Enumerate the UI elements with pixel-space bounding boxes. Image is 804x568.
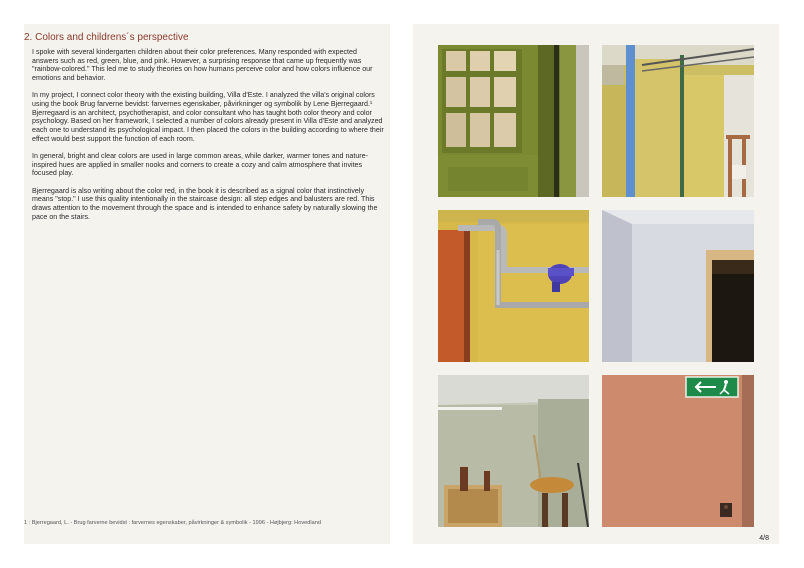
photo-chairs-room (438, 375, 589, 527)
footnote: 1 : Bjerregaard, L. - Brug farverne bevidst : farvernes egenskaber, påvirkninger & symbolik - 1996 - Højbjerg: Hovedland (24, 520, 321, 526)
photo-green-door (438, 45, 589, 197)
paragraph-2: In my project, I connect color theory with the existing building, Villa d'Este. I analyzed the villa's original colors using the book Brug farverne bevidst: farvernes egenskaber, påvirkninger og symbolik by Lene Bjerregaard.¹ Bjerregaard is an architect, psychotherapist, and color consultant who has taught both color theory and color psychology. Based on her framework, I selected a number of colors already present in Villa d'Este and analyzed each one to understand its psychological impact. I then placed the colors in the building according to where their effect would best support the function of each room. (32, 91, 384, 143)
paragraph-1: I spoke with several kindergarten children about their color preferences. Many responded with expected answers such as red, green, blue, and pink. However, a surprising response that came up frequently was "rainbow-colored." This led me to study theories on how humans perceive color and how colors influence our emotions and behavior. (32, 48, 373, 83)
white-doorway-image (602, 210, 754, 362)
photo-terracotta-exit (602, 375, 754, 527)
photo-yellow-room (602, 45, 754, 197)
photo-pipes-wall (438, 210, 589, 362)
terracotta-exit-image (602, 375, 754, 527)
left-page (24, 24, 390, 544)
right-page (413, 24, 779, 544)
green-door-image (438, 45, 589, 197)
body-text (32, 48, 384, 230)
paragraph-3: In general, bright and clear colors are used in large common areas, while darker, warmer tones and nature-inspired hues are applied in smaller nooks and corners to create a cozy and calm atmosphere that invites focused play. (32, 152, 368, 178)
chairs-room-image (438, 375, 589, 527)
exit-sign-icon (686, 377, 738, 397)
page-number: 4/8 (759, 535, 769, 542)
section-title: 2. Colors and childrens´s perspective (24, 32, 189, 43)
paragraph-4: Bjerregaard is also writing about the color red, in the book it is described as a signal color that instinctively means "stop." I use this quality intentionally in the staircase design: all step edges and balusters are red. This draws attention to the movement through the space and is intended to enhance safety by naturally slowing the pace on the stairs. (32, 186, 378, 221)
pipes-wall-image (438, 210, 589, 362)
yellow-room-image (602, 45, 754, 197)
photo-white-doorway (602, 210, 754, 362)
